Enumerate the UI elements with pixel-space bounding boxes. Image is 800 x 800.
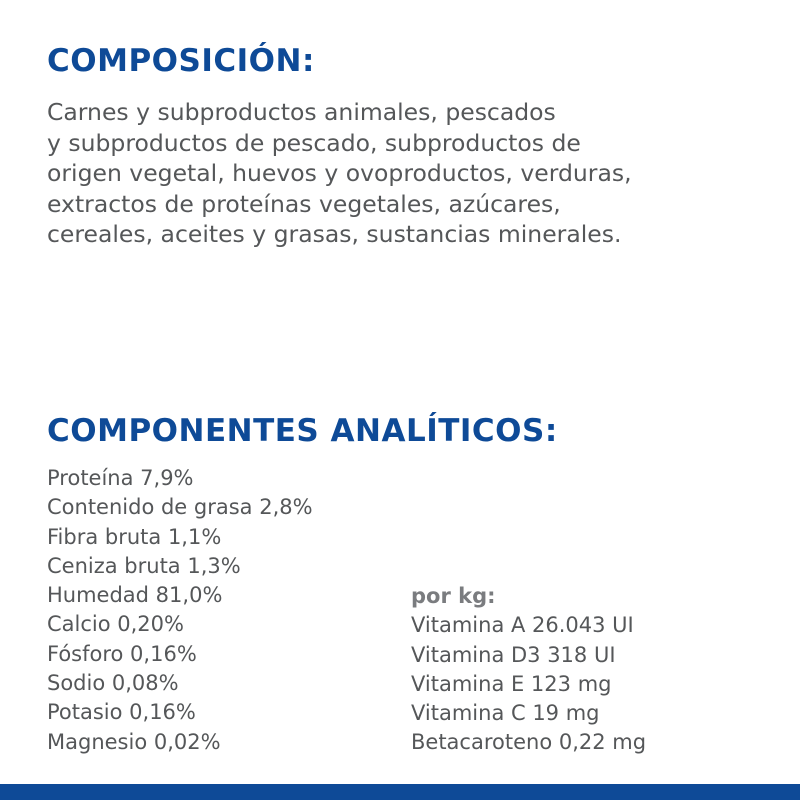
composition-heading: COMPOSICIÓN:	[47, 43, 315, 79]
list-item: Fósforo 0,16%	[47, 641, 197, 666]
composition-line: origen vegetal, huevos y ovoproductos, verduras,	[47, 159, 632, 187]
analytical-components-list	[47, 464, 313, 757]
list-item: Contenido de grasa 2,8%	[47, 495, 313, 520]
list-item: Fibra bruta 1,1%	[47, 524, 222, 549]
list-item: Potasio 0,16%	[47, 700, 196, 725]
bottom-bar	[0, 784, 800, 800]
composition-line: cereales, aceites y grasas, sustancias minerales.	[47, 220, 622, 248]
list-item: Humedad 81,0%	[47, 583, 223, 608]
per-kg-list	[411, 582, 646, 758]
list-item: Ceniza bruta 1,3%	[47, 553, 241, 578]
composition-text	[47, 97, 632, 250]
list-item: Vitamina A 26.043 UI	[411, 613, 634, 638]
list-item: Calcio 0,20%	[47, 612, 184, 637]
composition-line: Carnes y subproductos animales, pescados	[47, 98, 556, 126]
list-item: Betacaroteno 0,22 mg	[411, 730, 647, 755]
list-item: Vitamina D3 318 UI	[411, 642, 616, 667]
per-kg-label: por kg:	[411, 584, 496, 608]
list-item: Vitamina E 123 mg	[411, 671, 612, 696]
composition-line: y subproductos de pescado, subproductos de	[47, 128, 581, 157]
list-item: Magnesio 0,02%	[47, 729, 221, 754]
analytical-components-heading: COMPONENTES ANALÍTICOS:	[47, 413, 558, 449]
list-item: Vitamina C 19 mg	[411, 701, 600, 726]
list-item: Proteína 7,9%	[47, 466, 194, 490]
list-item: Sodio 0,08%	[47, 671, 179, 696]
composition-line: extractos de proteínas vegetales, azúcares,	[47, 189, 561, 218]
